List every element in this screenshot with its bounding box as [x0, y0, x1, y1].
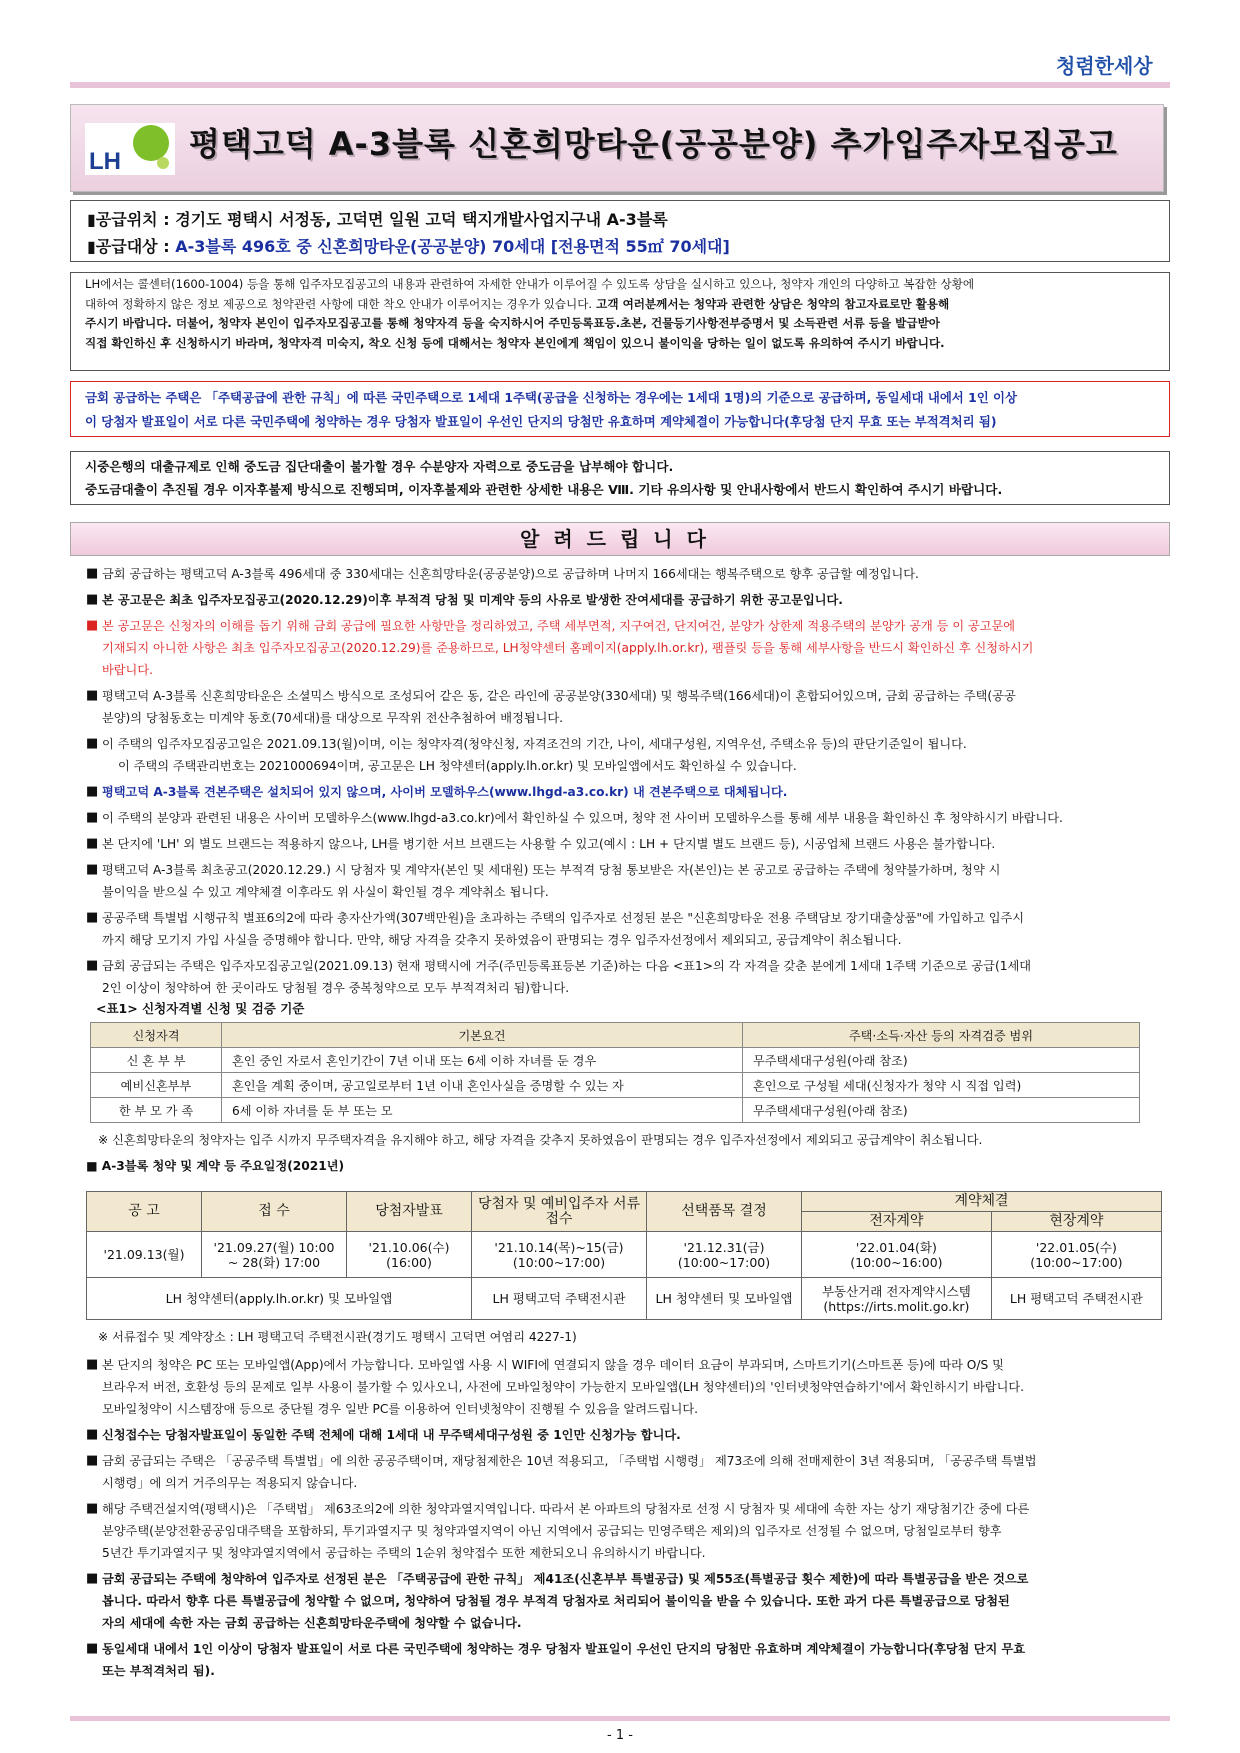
- table1-note: ※ 신혼희망타운의 청약자는 입주 시까지 무주택자격을 유지해야 하고, 해당 자격을 갖추지 못하였음이 판명되는 경우 입주자선정에서 제외되고 공급계약이 취소됩니다.: [98, 1133, 983, 1147]
- page-title: 평택고덕 A-3블록 신혼희망타운(공공분양) 추가입주자모집공고: [189, 125, 1118, 163]
- schedule-title: ■ A-3블록 청약 및 계약 등 주요일정(2021년): [86, 1159, 345, 1173]
- supply-info-box: [70, 200, 1170, 262]
- bottom-divider: [70, 1716, 1170, 1721]
- intro-box: [70, 272, 1170, 371]
- top-divider: [70, 82, 1170, 88]
- brand-slogan: 청렴한세상: [1056, 54, 1153, 78]
- table-header: 주택·소득·자산 등의 자격검증 범위: [743, 1023, 1140, 1048]
- table-row: LH 청약센터(apply.lh.or.kr) 및 모바일앱 LH 평택고덕 주택전시관 LH 청약센터 및 모바일앱 부동산거래 전자계약시스템 (https://irts.molit.go.kr) LH 평택고덕 주택전시관: [87, 1278, 1162, 1320]
- intro-text: LH에서는 콜센터(1600-1004) 등을 통해 입주자모집공고의 내용과 관련하여 자세한 안내가 이루어질 수 있도록 상담을 실시하고 있으나, 청약자 개인의 다양하고 복잡한 상황에 대하여 정확하지 않은 정보 제공으로 청약관련 사항에 대한 착오 안내가 이루어지는 경우가 있습니다. 고객 여러분께서는 청약과 관련한 상담은 청약의 참고자료로만 활용해 주시기 바랍니다. 더불어, 청약자 본인이 입주자모집공고를 통해 청약자격 등을 숙지하시어 주민등록표등.초본, 건물등기사항전부증명서 및 소득관련 서류 등을 발급받아 직접 확인하신 후 신청하시기 바라며, 청약자격 미숙지, 착오 신청 등에 대해서는 청약자 본인에게 책임이 있으니 불이익을 당하는 일이 없도록 유의하여 주시기 바랍니다.: [85, 277, 975, 350]
- table-row: 신 혼 부 부 혼인 중인 자로서 혼인기간이 7년 이내 또는 6세 이하 자녀를 둔 경우 무주택세대구성원(아래 참조): [91, 1048, 1140, 1073]
- supply-target: ▮공급대상 : A-3블록 496호 중 신혼희망타운(공공분양) 70세대 [전용면적 55㎡ 70세대]: [87, 237, 730, 256]
- title-banner: [70, 104, 1164, 192]
- warning-box: [70, 381, 1170, 437]
- logo-text: LH: [89, 148, 121, 175]
- schedule-table: 공 고 접 수 당첨자발표 당첨자 및 예비입주자 서류접수 선택품목 결정 계약체결 전자계약 현장계약 '21.09.13(월) '21.09.27(월) 10:00 ~ 28(화) 17:00 '21.10.06(수) (16:00) '21.10.14(목)~15(금) (10:00~17:00) '21.12.31(금) (10:00~17:00) '22.01.04(화) (10:00~16:00) '22.01.05(수) (10:00~17:00) LH 청약센터(apply.lh.or.kr) 및 모바일앱 LH 평택고덕 주택전시관 LH 청약센터 및 모바일앱 부동산거래 전자계약시스템 (https://irts.molit.go.kr) LH 평택고덕 주택전시관: [86, 1191, 1162, 1320]
- table-row: '21.09.13(월) '21.09.27(월) 10:00 ~ 28(화) 17:00 '21.10.06(수) (16:00) '21.10.14(목)~15(금) (10:00~17:00) '21.12.31(금) (10:00~17:00) '22.01.04(화) (10:00~16:00) '22.01.05(수) (10:00~17:00): [87, 1232, 1162, 1278]
- place-note: ※ 서류접수 및 계약장소 : LH 평택고덕 주택전시관(경기도 평택시 고덕면 여염리 4227-1): [98, 1330, 577, 1344]
- notice-header: 알려드립니다: [70, 522, 1170, 556]
- table1-caption: <표1> 신청자격별 신청 및 검증 기준: [96, 1001, 305, 1016]
- qualification-table: [90, 1022, 1140, 1123]
- lh-logo-icon: [85, 123, 175, 175]
- page-number: - 1 -: [607, 1728, 633, 1743]
- loan-box: [70, 451, 1170, 505]
- loan-text: 시중은행의 대출규제로 인해 중도금 집단대출이 불가할 경우 수분양자 자력으로 중도금을 납부해야 합니다. 중도금대출이 추진될 경우 이자후불제 방식으로 진행되며, 이자후불제와 관련한 상세한 내용은 Ⅷ. 기타 유의사항 및 안내사항에서 반드시 확인하여 주시기 바랍니다.: [85, 459, 1003, 497]
- table-row: 예비신혼부부 혼인을 계획 중이며, 공고일로부터 1년 이내 혼인사실을 증명할 수 있는 자 혼인으로 구성될 세대(신청자가 청약 시 직접 입력): [91, 1073, 1140, 1098]
- warning-text: 금회 공급하는 주택은 「주택공급에 관한 규칙」에 따른 국민주택으로 1세대 1주택(공급을 신청하는 경우에는 1세대 1명)의 기준으로 공급하며, 동일세대 내에서 1인 이상 이 당첨자 발표일이 서로 다른 국민주택에 청약하는 경우 당첨자 발표일이 우선인 단지의 당첨만 유효하며 계약체결이 가능합니다(후당첨 단지 무효 또는 부적격처리 됨): [85, 390, 1017, 429]
- table-header: 신청자격: [91, 1023, 222, 1048]
- table-row: 한 부 모 가 족 6세 이하 자녀를 둔 부 또는 모 무주택세대구성원(아래 참조): [91, 1098, 1140, 1123]
- table-header: 기본요건: [222, 1023, 743, 1048]
- supply-location: ▮공급위치 : 경기도 평택시 서정동, 고덕면 일원 고덕 택지개발사업지구내 A-3블록: [87, 210, 668, 229]
